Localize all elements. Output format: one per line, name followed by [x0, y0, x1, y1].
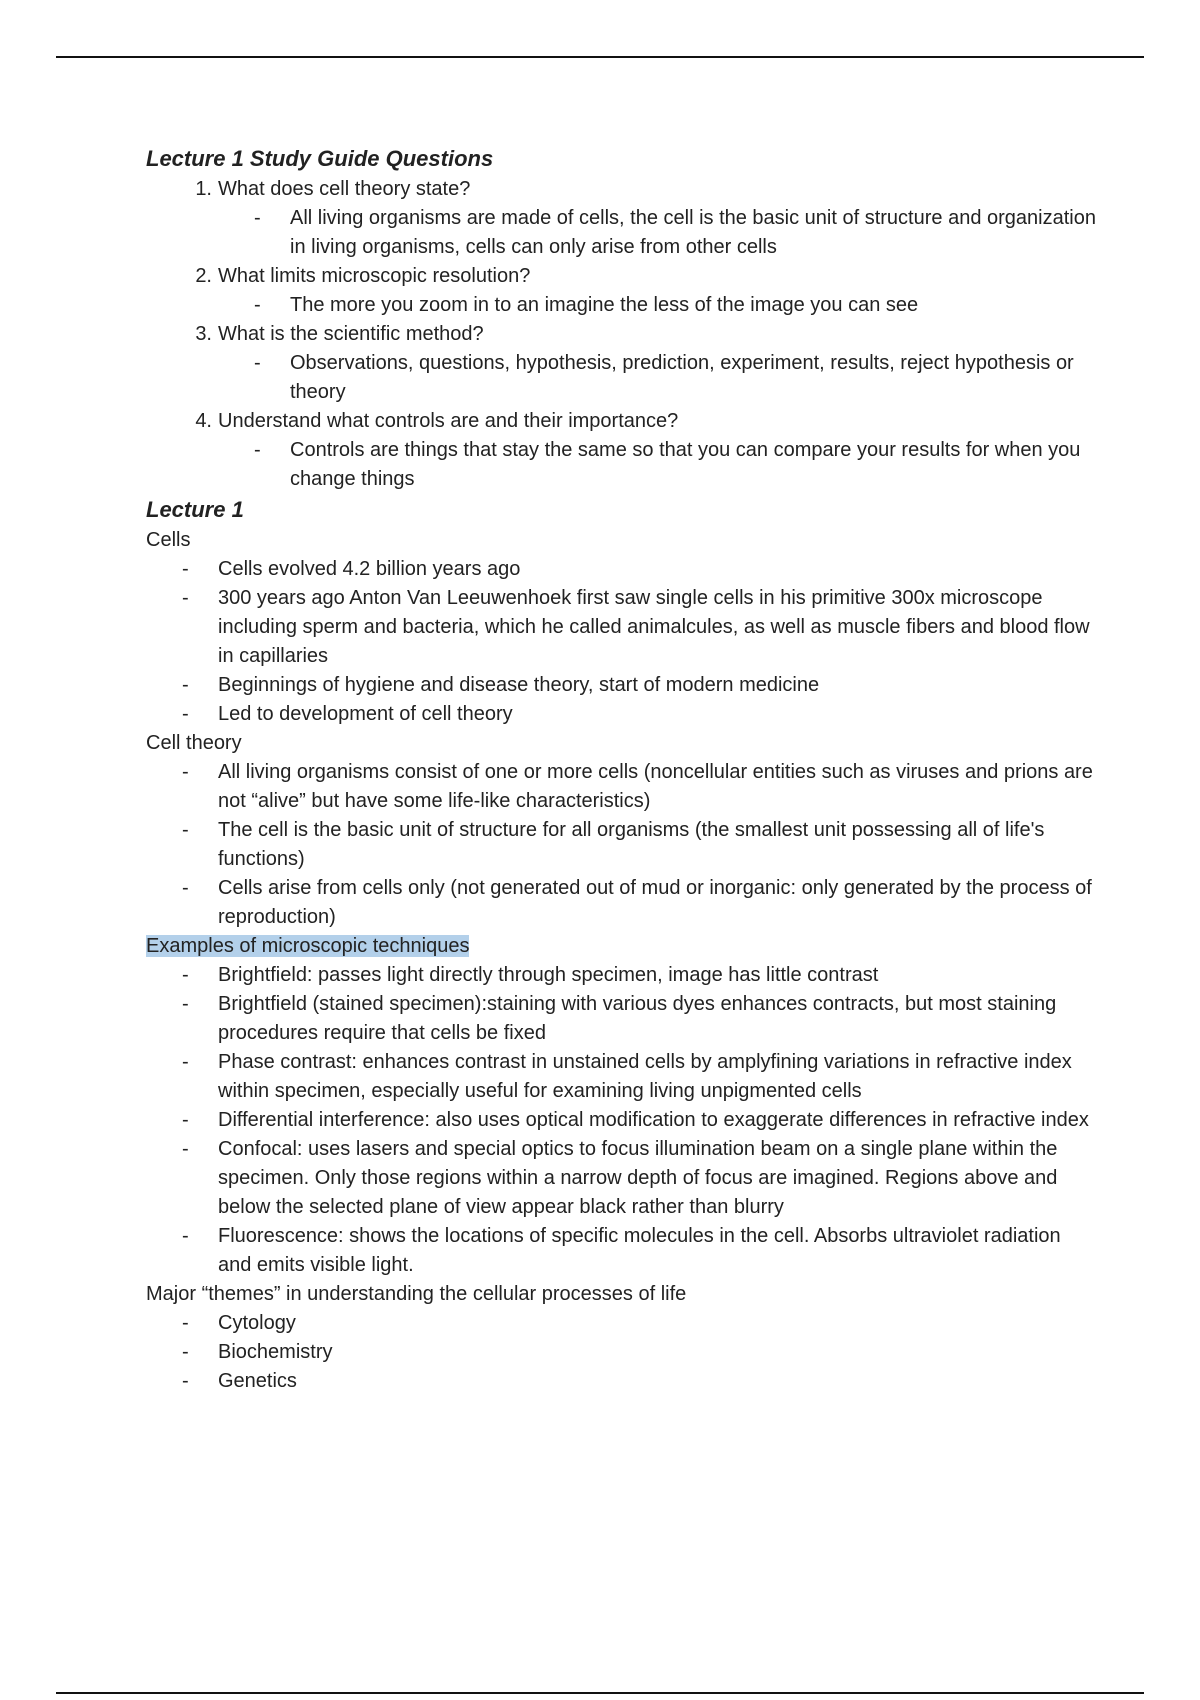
list-item [146, 1222, 1096, 1280]
dash-bullet-icon: - [182, 819, 189, 841]
list-item-text: Confocal: uses lasers and special optics to focus illumination beam on a single plane within the specimen. Only those regions within a narrow depth of focus are imagined. Regions above and below the selected plane of view appear black rather than blurry [218, 1138, 1058, 1218]
list-item [146, 584, 1096, 671]
dash-bullet-icon: - [182, 1370, 189, 1392]
dash-bullet-icon: - [182, 587, 189, 609]
section-label-cells: Cells [146, 529, 191, 551]
dash-bullet-icon: - [254, 352, 261, 374]
dash-bullet-icon: - [182, 1109, 189, 1131]
list-item-text: The cell is the basic unit of structure for all organisms (the smallest unit possessing all of life's functions) [218, 819, 1045, 870]
list-item-text: Cytology [218, 1312, 296, 1334]
question-text: Understand what controls are and their importance? [218, 410, 679, 432]
dash-bullet-icon: - [182, 761, 189, 783]
list-item [146, 1309, 1096, 1338]
dash-bullet-icon: - [182, 964, 189, 986]
answer-item [218, 349, 1096, 407]
dash-bullet-icon: - [182, 674, 189, 696]
answer-text: Observations, questions, hypothesis, prediction, experiment, results, reject hypothesis or theory [290, 352, 1074, 403]
lecture-heading: Lecture 1 [146, 497, 244, 522]
answer-item [218, 204, 1096, 262]
answer-text: Controls are things that stay the same so that you can compare your results for when you change things [290, 439, 1081, 490]
list-item-text: 300 years ago Anton Van Leeuwenhoek first saw single cells in his primitive 300x microscope including sperm and bacteria, which he called animalcules, as well as muscle fibers and blood flow in capillaries [218, 587, 1090, 667]
list-item [146, 874, 1096, 932]
dash-bullet-icon: - [254, 207, 261, 229]
list-item-text: Genetics [218, 1370, 297, 1392]
question-item [146, 175, 1096, 262]
dash-bullet-icon: - [182, 877, 189, 899]
section-label-major-themes: Major “themes” in understanding the cellular processes of life [146, 1283, 687, 1305]
answer-list [218, 349, 1096, 407]
bottom-divider [56, 1692, 1144, 1694]
dash-bullet-icon: - [182, 993, 189, 1015]
list-item-text: Phase contrast: enhances contrast in unstained cells by amplyfining variations in refractive index within specimen, especially useful for examining living unpigmented cells [218, 1051, 1072, 1102]
list-item [146, 1135, 1096, 1222]
list-item [146, 1338, 1096, 1367]
list-item-text: Biochemistry [218, 1341, 333, 1363]
list-item [146, 961, 1096, 990]
list-item-text: Brightfield (stained specimen):staining with various dyes enhances contracts, but most staining procedures require that cells be fixed [218, 993, 1057, 1044]
dash-bullet-icon: - [182, 1341, 189, 1363]
list-item [146, 671, 1096, 700]
list-item [146, 758, 1096, 816]
list-item [146, 1106, 1096, 1135]
dash-bullet-icon: - [182, 1051, 189, 1073]
list-item-text: Led to development of cell theory [218, 703, 513, 725]
question-item [146, 320, 1096, 407]
list-item-text: Differential interference: also uses optical modification to exaggerate differences in refractive index [218, 1109, 1089, 1131]
bullet-list-microscopic-techniques [146, 961, 1096, 1280]
dash-bullet-icon: - [182, 1312, 189, 1334]
question-number: 3. [195, 323, 212, 345]
list-item [146, 1048, 1096, 1106]
question-number: 4. [195, 410, 212, 432]
text-highlight: Examples of microscopic techniques [146, 935, 470, 957]
dash-bullet-icon: - [182, 558, 189, 580]
dash-bullet-icon: - [182, 1225, 189, 1247]
study-guide-question-list [146, 175, 1096, 494]
answer-text: All living organisms are made of cells, the cell is the basic unit of structure and organization in living organisms, cells can only arise from other cells [290, 207, 1096, 258]
question-item [146, 262, 1096, 320]
dash-bullet-icon: - [254, 294, 261, 316]
study-guide-heading: Lecture 1 Study Guide Questions [146, 146, 494, 171]
answer-list [218, 436, 1096, 494]
bullet-list-cell-theory [146, 758, 1096, 932]
answer-list [218, 291, 1096, 320]
list-item-text: Cells arise from cells only (not generated out of mud or inorganic: only generated by the process of reproduction) [218, 877, 1092, 928]
list-item-text: All living organisms consist of one or more cells (noncellular entities such as viruses and prions are not “alive” but have some life-like characteristics) [218, 761, 1093, 812]
bullet-list-major-themes [146, 1309, 1096, 1396]
section-label-cell-theory: Cell theory [146, 732, 242, 754]
list-item [146, 990, 1096, 1048]
list-item-text: Brightfield: passes light directly through specimen, image has little contrast [218, 964, 879, 986]
list-item [146, 700, 1096, 729]
document-body [146, 143, 1096, 1396]
bullet-list-cells [146, 555, 1096, 729]
answer-item [218, 291, 1096, 320]
dash-bullet-icon: - [182, 1138, 189, 1160]
list-item [146, 816, 1096, 874]
list-item-text: Beginnings of hygiene and disease theory, start of modern medicine [218, 674, 820, 696]
question-number: 1. [195, 178, 212, 200]
list-item [146, 1367, 1096, 1396]
list-item-text: Cells evolved 4.2 billion years ago [218, 558, 521, 580]
list-item-text: Fluorescence: shows the locations of specific molecules in the cell. Absorbs ultraviolet radiation and emits visible light. [218, 1225, 1061, 1276]
question-text: What does cell theory state? [218, 178, 471, 200]
list-item [146, 555, 1096, 584]
answer-list [218, 204, 1096, 262]
question-number: 2. [195, 265, 212, 287]
dash-bullet-icon: - [182, 703, 189, 725]
answer-item [218, 436, 1096, 494]
question-text: What limits microscopic resolution? [218, 265, 531, 287]
section-label-microscopic-techniques [146, 932, 1096, 961]
question-item [146, 407, 1096, 494]
dash-bullet-icon: - [254, 439, 261, 461]
top-divider [56, 56, 1144, 58]
answer-text: The more you zoom in to an imagine the less of the image you can see [290, 294, 919, 316]
question-text: What is the scientific method? [218, 323, 484, 345]
